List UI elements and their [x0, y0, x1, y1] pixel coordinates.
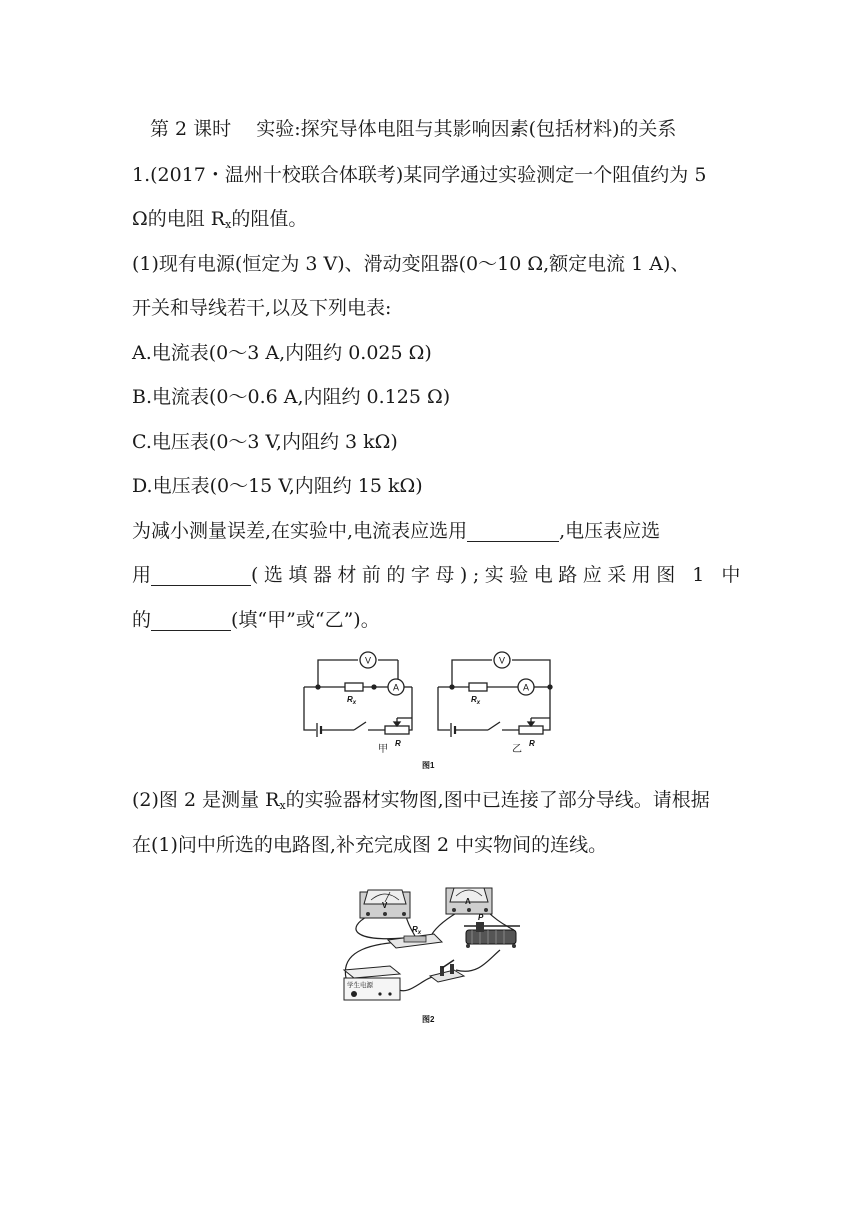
q1-part2-line2: 在(1)问中所选的电路图,补充完成图 2 中实物间的连线。: [132, 834, 608, 856]
resistor-sub: x: [476, 700, 481, 706]
fill-text-5: 的: [132, 609, 152, 631]
power-supply-device: [344, 966, 400, 1000]
fill-text-1: 为减小测量误差,在实验中,电流表应选用: [132, 520, 468, 542]
wire: [456, 950, 500, 971]
junction-dot: [316, 685, 320, 689]
figure2-caption: 图2: [422, 1015, 435, 1024]
voltmeter-label: V: [382, 901, 388, 910]
resistor-letter: R: [412, 925, 418, 934]
label-jia: 甲: [378, 744, 388, 755]
switch-icon: [488, 722, 500, 730]
ammeter-label: A: [465, 897, 471, 906]
resistor-body: [404, 936, 426, 942]
q1-intro-line1: 1.(2017・温州十校联合体联考)某同学通过实验测定一个阻值约为 5: [132, 164, 707, 186]
fill-line1: [132, 520, 660, 542]
q1-part2-line1: [132, 789, 710, 817]
wire: [356, 916, 404, 939]
wire: [304, 687, 316, 730]
terminal: [484, 908, 488, 912]
ammeter-device: [446, 888, 492, 914]
coil: [466, 930, 516, 944]
switch-icon: [354, 722, 366, 730]
resistor-label-jia: [347, 695, 357, 706]
resistor-sub: x: [417, 930, 422, 936]
junction-dot: [372, 685, 376, 689]
terminal: [467, 908, 471, 912]
q1-part1-line2: 开关和导线若干,以及下列电表:: [132, 297, 392, 319]
wire: [543, 687, 550, 730]
supply-top: [344, 966, 400, 978]
blank-circuit[interactable]: [151, 612, 231, 631]
resistor-rx-icon: [469, 683, 487, 691]
terminal: [388, 992, 391, 995]
rheostat-label-jia: R: [395, 739, 401, 748]
terminal: [402, 912, 406, 916]
resistor-board: [388, 925, 442, 948]
p2-pre: (2)图 2 是测量 R: [132, 789, 280, 811]
wire: [396, 976, 436, 991]
rheostat-device: [464, 913, 520, 948]
wire: [438, 687, 450, 730]
rx-subscript: x: [225, 218, 232, 231]
fill-text-2: ,电压表应选: [559, 520, 661, 542]
q1-intro-pre: Ω的电阻 R: [132, 208, 226, 230]
junction-dot: [450, 685, 454, 689]
resistor-letter: R: [347, 695, 353, 704]
power-supply-label: 学生电源: [347, 982, 373, 989]
resistor-rx-icon: [345, 683, 363, 691]
q1-intro-line2: [132, 208, 307, 236]
terminal: [466, 944, 470, 948]
terminal: [366, 912, 370, 916]
terminal: [512, 944, 516, 948]
figure1-circuits: [290, 650, 570, 770]
ammeter-label: A: [392, 682, 400, 693]
ammeter-label: A: [522, 682, 530, 693]
fill-text-4: (选填器材前的字母);实验电路应采用图 1 中: [251, 564, 746, 586]
power-knob-icon: [351, 991, 357, 997]
resistor-sub: x: [352, 700, 357, 706]
rheostat-label-yi: R: [529, 739, 535, 748]
slider-label: P: [478, 913, 484, 922]
fill-text-6: (填“甲”或“乙”)。: [231, 609, 380, 631]
option-d: D.电压表(0～15 V,内阻约 15 kΩ): [132, 475, 423, 497]
figure2-apparatus: [338, 880, 538, 1040]
q1-part1-line1: (1)现有电源(恒定为 3 V)、滑动变阻器(0～10 Ω,额定电流 1 A)、: [132, 253, 690, 275]
fill-line3: [132, 609, 380, 631]
blank-ammeter[interactable]: [467, 523, 559, 542]
option-c: C.电压表(0～3 V,内阻约 3 kΩ): [132, 431, 398, 453]
option-a: A.电流表(0～3 A,内阻约 0.025 Ω): [132, 342, 432, 364]
fill-line2: [132, 564, 746, 586]
switch-post: [450, 964, 454, 974]
resistor-letter: R: [471, 695, 477, 704]
circuit-jia: [304, 652, 412, 737]
wire: [409, 687, 412, 730]
resistor-label-yi: [471, 695, 481, 706]
voltmeter-label: V: [364, 655, 372, 666]
terminal: [378, 992, 381, 995]
wire: [488, 912, 514, 930]
circuit-yi: [438, 652, 552, 737]
fill-text-3: 用: [132, 564, 152, 586]
blank-voltmeter[interactable]: [151, 567, 251, 586]
terminal: [452, 908, 456, 912]
q1-intro-post: 的阻值。: [231, 208, 308, 230]
option-b: B.电流表(0～0.6 A,内阻约 0.125 Ω): [132, 386, 451, 408]
slider[interactable]: [476, 922, 484, 932]
label-yi: 乙: [512, 744, 522, 755]
voltmeter-device: [360, 890, 410, 918]
terminal: [383, 912, 387, 916]
rheostat-icon: [385, 726, 409, 734]
rx-subscript: x: [279, 799, 286, 812]
voltmeter-label: V: [498, 655, 506, 666]
page-title: 第 2 课时 实验:探究导体电阻与其影响因素(包括材料)的关系: [150, 118, 677, 140]
rheostat-icon: [519, 726, 543, 734]
p2-post: 的实验器材实物图,图中已连接了部分导线。请根据: [285, 789, 710, 811]
switch-base: [430, 970, 464, 982]
figure1-caption: 图1: [422, 761, 435, 770]
